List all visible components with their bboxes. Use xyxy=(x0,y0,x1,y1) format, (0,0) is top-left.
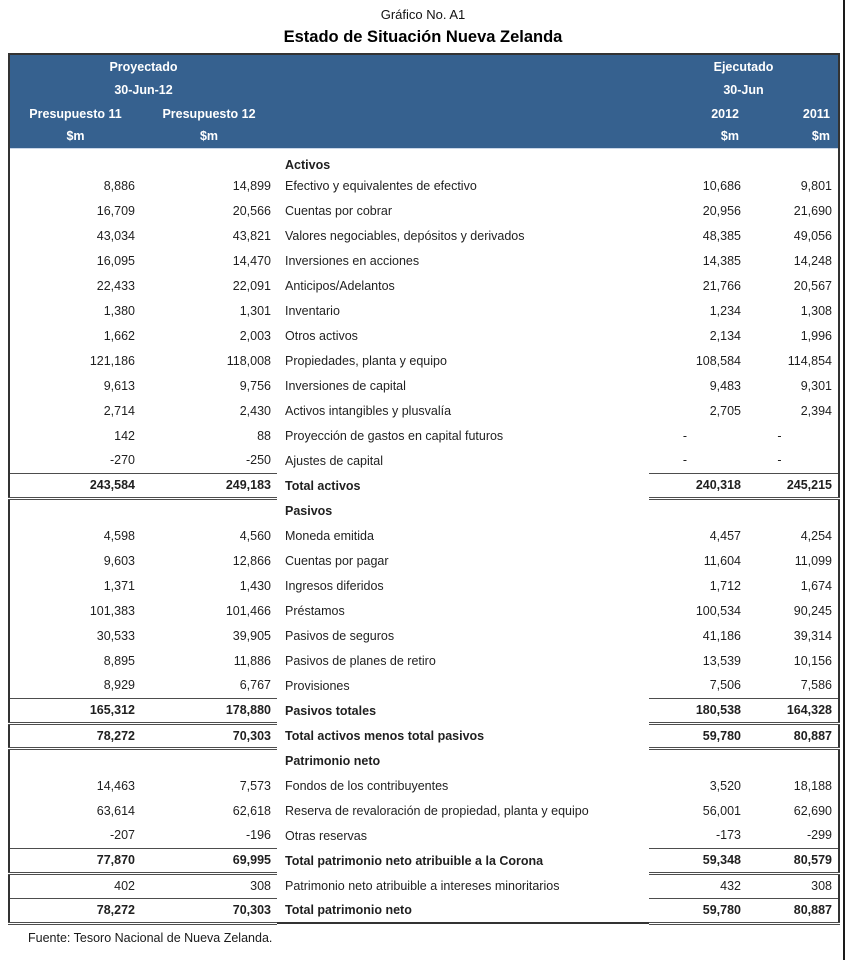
cell-y2011: 20,567 xyxy=(793,278,832,293)
section-row xyxy=(9,498,839,523)
cell-y2012: 9,483 xyxy=(709,378,741,393)
col-header-2011: 2011 xyxy=(747,102,839,125)
cell-y2011: -299 xyxy=(806,828,832,843)
table-row xyxy=(9,373,839,398)
cell-b11: 2,714 xyxy=(103,403,135,418)
unit-label: $m xyxy=(649,125,747,148)
row-label: Inversiones en acciones xyxy=(285,253,420,268)
cell-b12: 2,430 xyxy=(239,403,271,418)
total-row xyxy=(9,723,839,748)
cell-b11: 243,584 xyxy=(9,473,141,498)
table-row xyxy=(9,798,839,823)
table-row xyxy=(9,398,839,423)
cell-b12: 4,560 xyxy=(239,528,271,543)
cell-b11 xyxy=(9,748,141,773)
row-label: Ingresos diferidos xyxy=(285,578,384,593)
table-row xyxy=(9,873,839,898)
cell-y2012: 3,520 xyxy=(709,778,741,793)
total-row xyxy=(9,848,839,873)
cell-y2011: 308 xyxy=(811,879,832,893)
table-row xyxy=(9,273,839,298)
cell-b12: 249,183 xyxy=(141,473,277,498)
row-label: Pasivos de seguros xyxy=(285,628,395,643)
table-row xyxy=(9,223,839,248)
cell-b11: -270 xyxy=(109,453,135,468)
row-label: Total activos menos total pasivos xyxy=(285,728,485,743)
cell-y2012: 240,318 xyxy=(649,473,747,498)
cell-y2011: 80,887 xyxy=(747,898,839,923)
cell-b12 xyxy=(141,748,277,773)
cell-b12: 69,995 xyxy=(141,848,277,873)
cell-b12: 88 xyxy=(257,428,271,443)
header-spacer xyxy=(277,78,649,102)
table-row xyxy=(9,323,839,348)
cell-b12 xyxy=(141,498,277,523)
cell-b12: 101,466 xyxy=(225,603,271,618)
col-header-presupuesto-12: Presupuesto 12 xyxy=(141,102,277,125)
source-note: Fuente: Tesoro Nacional de Nueva Zelanda. xyxy=(28,930,273,945)
row-label: Valores negociables, depósitos y derivados xyxy=(285,228,525,243)
row-label: Total patrimonio neto atribuible a la Corona xyxy=(285,853,544,868)
cell-b12: 2,003 xyxy=(239,328,271,343)
cell-y2012 xyxy=(649,148,747,173)
cell-b12: 1,430 xyxy=(239,578,271,593)
section-row xyxy=(9,148,839,173)
cell-y2012: 59,348 xyxy=(649,848,747,873)
table-row xyxy=(9,773,839,798)
row-label: Total patrimonio neto xyxy=(285,903,412,917)
cell-b12: 178,880 xyxy=(141,698,277,723)
cell-b11: 43,034 xyxy=(96,228,135,243)
table-row xyxy=(9,623,839,648)
cell-y2011: 1,996 xyxy=(800,328,832,343)
cell-b11: 77,870 xyxy=(9,848,141,873)
unit-label: $m xyxy=(9,125,141,148)
cell-y2012: 48,385 xyxy=(702,228,741,243)
cell-b11: 4,598 xyxy=(103,528,135,543)
row-label: Pasivos de planes de retiro xyxy=(285,653,436,668)
table-row xyxy=(9,198,839,223)
cell-y2012: 10,686 xyxy=(702,178,741,193)
cell-y2012: 7,506 xyxy=(709,678,741,693)
cell-y2011: 18,188 xyxy=(793,778,832,793)
cell-b12: 118,008 xyxy=(226,353,271,368)
row-label: Ajustes de capital xyxy=(285,453,383,468)
cell-y2012: 1,234 xyxy=(709,303,741,318)
cell-b11: 142 xyxy=(114,428,135,443)
cell-y2011: 164,328 xyxy=(747,698,839,723)
cell-y2012: 56,001 xyxy=(702,803,741,818)
cell-b11: 1,380 xyxy=(103,303,135,318)
cell-y2011: 2,394 xyxy=(800,403,832,418)
cell-y2012: 41,186 xyxy=(702,628,741,643)
cell-y2012: 100,534 xyxy=(695,603,741,618)
table-row xyxy=(9,673,839,698)
cell-b12: 1,301 xyxy=(239,303,271,318)
cell-y2011: 9,801 xyxy=(800,178,832,193)
section-row xyxy=(9,748,839,773)
cell-b12: 9,756 xyxy=(239,378,271,393)
row-label: Provisiones xyxy=(285,678,350,693)
table-row xyxy=(9,573,839,598)
row-label: Reserva de revaloración de propiedad, planta y equipo xyxy=(285,803,589,818)
chart-number: Gráfico No. A1 xyxy=(380,7,466,22)
cell-b12: 43,821 xyxy=(232,228,271,243)
cell-b11: 63,614 xyxy=(96,803,135,818)
row-label: Préstamos xyxy=(285,603,345,618)
cell-b12: 39,905 xyxy=(232,628,271,643)
row-label: Cuentas por cobrar xyxy=(285,203,393,218)
cell-y2012: 1,712 xyxy=(709,578,741,593)
row-label: Proyección de gastos en capital futuros xyxy=(285,428,504,443)
cell-y2012: 14,385 xyxy=(702,253,741,268)
cell-y2011: 21,690 xyxy=(793,203,832,218)
cell-y2011: 80,579 xyxy=(747,848,839,873)
cell-b11: 78,272 xyxy=(9,898,141,923)
table-row xyxy=(9,423,839,448)
cell-y2012: 432 xyxy=(720,879,741,893)
cell-b11: 30,533 xyxy=(96,628,135,643)
cell-b11 xyxy=(9,498,141,523)
header-spacer xyxy=(277,125,649,148)
unit-label: $m xyxy=(747,125,839,148)
cell-y2011: 62,690 xyxy=(793,803,832,818)
cell-b12: 14,899 xyxy=(232,178,271,193)
table-row xyxy=(9,523,839,548)
cell-b11: 16,709 xyxy=(96,203,135,218)
projected-date: 30-Jun-12 xyxy=(9,78,277,102)
cell-b12: 308 xyxy=(250,879,271,893)
cell-y2011 xyxy=(747,498,839,523)
cell-y2011: 80,887 xyxy=(747,723,839,748)
cell-y2012: 108,584 xyxy=(695,353,741,368)
table-header xyxy=(9,54,839,148)
executed-group-label: Ejecutado xyxy=(649,54,839,78)
cell-b12 xyxy=(141,148,277,173)
cell-y2011: 39,314 xyxy=(793,628,832,643)
cell-b11: 9,613 xyxy=(103,378,135,393)
cell-y2011: 14,248 xyxy=(793,253,832,268)
row-label: Patrimonio neto xyxy=(285,753,381,768)
table-row xyxy=(9,348,839,373)
cell-y2011: 9,301 xyxy=(800,378,832,393)
total-row xyxy=(9,698,839,723)
cell-b11: 8,929 xyxy=(103,678,135,693)
total-row xyxy=(9,898,839,923)
cell-b11: 121,186 xyxy=(89,353,135,368)
row-label: Total activos xyxy=(285,478,361,493)
row-label: Propiedades, planta y equipo xyxy=(285,353,447,368)
cell-b11: 78,272 xyxy=(9,723,141,748)
col-header-2012: 2012 xyxy=(649,102,747,125)
cell-y2012: 2,705 xyxy=(709,403,741,418)
cell-b11: 165,312 xyxy=(9,698,141,723)
cell-y2011: 11,099 xyxy=(794,553,832,568)
executed-date: 30-Jun xyxy=(649,78,839,102)
cell-b11: 8,886 xyxy=(103,178,135,193)
cell-b11 xyxy=(9,148,141,173)
row-label: Patrimonio neto atribuible a intereses minoritarios xyxy=(285,878,560,893)
projected-group-label: Proyectado xyxy=(9,54,277,78)
row-label: Moneda emitida xyxy=(285,528,374,543)
balance-sheet-table xyxy=(8,53,840,925)
table-row xyxy=(9,823,839,848)
row-label: Activos intangibles y plusvalía xyxy=(285,403,452,418)
row-label: Pasivos xyxy=(285,503,333,518)
table-row xyxy=(9,248,839,273)
table-body xyxy=(9,148,839,923)
cell-y2011: 114,854 xyxy=(787,353,832,368)
cell-y2012: - xyxy=(682,428,688,443)
row-label: Pasivos totales xyxy=(285,703,377,718)
cell-y2011: 4,254 xyxy=(800,528,832,543)
header-spacer xyxy=(277,54,649,78)
table-row xyxy=(9,598,839,623)
scan-edge-line xyxy=(843,0,845,960)
cell-y2012: 180,538 xyxy=(649,698,747,723)
cell-b11: 8,895 xyxy=(103,653,135,668)
cell-b11: 22,433 xyxy=(96,278,135,293)
cell-y2011: 7,586 xyxy=(800,678,832,693)
row-label: Inventario xyxy=(285,303,340,318)
cell-b11: 101,383 xyxy=(89,603,135,618)
row-label: Anticipos/Adelantos xyxy=(285,278,395,293)
cell-b11: 402 xyxy=(114,879,135,893)
cell-y2011: - xyxy=(777,428,782,443)
cell-b12: 20,566 xyxy=(232,203,271,218)
cell-y2011: 49,056 xyxy=(793,228,832,243)
cell-b11: 14,463 xyxy=(96,778,135,793)
cell-b12: 70,303 xyxy=(141,898,277,923)
total-row xyxy=(9,473,839,498)
cell-y2011: - xyxy=(777,453,782,468)
row-label: Fondos de los contribuyentes xyxy=(285,778,449,793)
table-row xyxy=(9,173,839,198)
cell-y2012: 2,134 xyxy=(709,328,741,343)
row-label: Otras reservas xyxy=(285,828,367,843)
row-label: Activos xyxy=(285,158,331,173)
cell-b11: 1,371 xyxy=(103,578,135,593)
cell-b12: 6,767 xyxy=(239,678,271,693)
cell-b12: 12,866 xyxy=(232,553,271,568)
cell-y2011 xyxy=(747,148,839,173)
cell-y2012: 4,457 xyxy=(709,528,741,543)
cell-y2012: -173 xyxy=(715,828,741,843)
cell-b11: 9,603 xyxy=(103,553,135,568)
cell-y2012: 11,604 xyxy=(703,553,741,568)
cell-y2012: 21,766 xyxy=(702,278,741,293)
row-label: Otros activos xyxy=(285,328,358,343)
cell-b12: 14,470 xyxy=(232,253,271,268)
cell-y2012: 13,539 xyxy=(702,653,741,668)
cell-b12: 22,091 xyxy=(232,278,271,293)
cell-y2011: 1,308 xyxy=(800,303,832,318)
cell-b11: -207 xyxy=(109,828,135,843)
unit-label: $m xyxy=(141,125,277,148)
cell-b12: 7,573 xyxy=(239,778,271,793)
page-title: Estado de Situación Nueva Zelanda xyxy=(283,28,563,46)
cell-b12: -196 xyxy=(245,828,271,843)
cell-y2012: - xyxy=(682,453,688,468)
cell-b11: 16,095 xyxy=(96,253,135,268)
table-row xyxy=(9,298,839,323)
cell-b12: -250 xyxy=(245,453,271,468)
cell-y2011: 90,245 xyxy=(793,603,832,618)
cell-b12: 62,618 xyxy=(232,803,271,818)
cell-y2011: 245,215 xyxy=(747,473,839,498)
row-label: Inversiones de capital xyxy=(285,378,406,393)
row-label: Efectivo y equivalentes de efectivo xyxy=(285,178,477,193)
cell-y2012 xyxy=(649,748,747,773)
cell-y2011: 10,156 xyxy=(793,653,832,668)
cell-b12: 70,303 xyxy=(141,723,277,748)
table-row xyxy=(9,648,839,673)
cell-y2011 xyxy=(747,748,839,773)
title-block xyxy=(0,0,846,50)
cell-b11: 1,662 xyxy=(103,328,135,343)
cell-y2012: 59,780 xyxy=(649,898,747,923)
cell-y2012: 59,780 xyxy=(649,723,747,748)
table-row xyxy=(9,448,839,473)
header-spacer xyxy=(277,102,649,125)
cell-y2012 xyxy=(649,498,747,523)
cell-y2012: 20,956 xyxy=(702,203,741,218)
table-row xyxy=(9,548,839,573)
cell-y2011: 1,674 xyxy=(800,578,832,593)
col-header-presupuesto-11: Presupuesto 11 xyxy=(9,102,141,125)
cell-b12: 11,886 xyxy=(233,653,271,668)
row-label: Cuentas por pagar xyxy=(285,553,389,568)
